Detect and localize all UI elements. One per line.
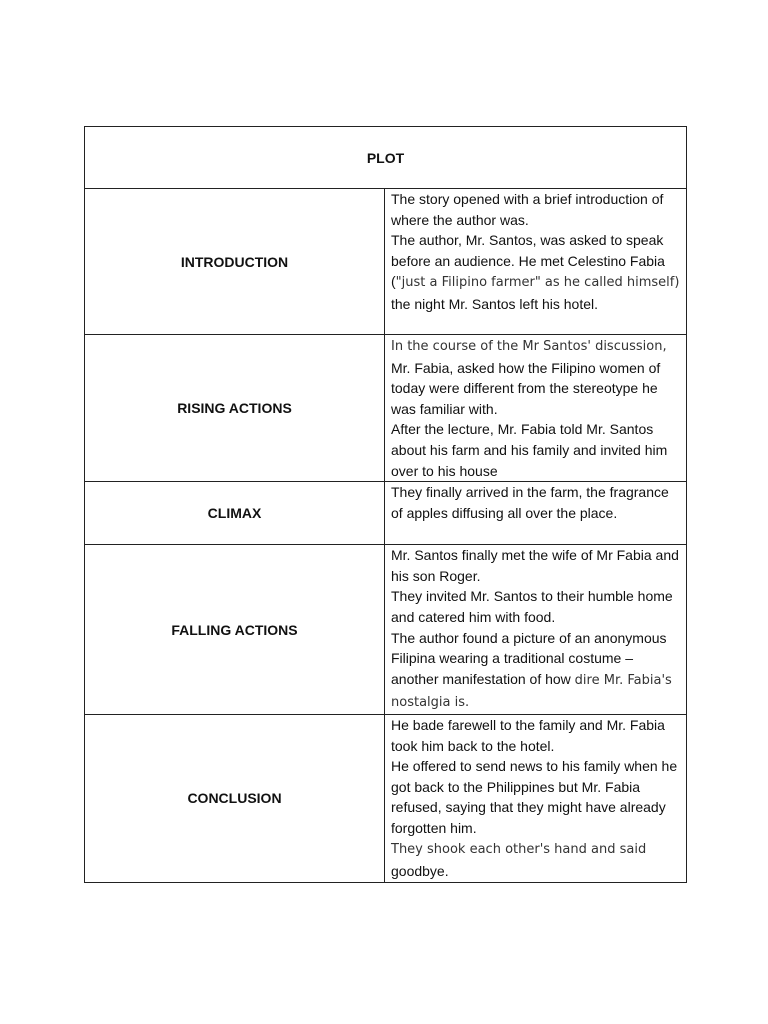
content-line: The author found a picture of an anonymous Filipina wearing a traditional costume – another manifestation of how dire Mr. Fabia's nostalgia is.: [391, 629, 672, 711]
row-label: FALLING ACTIONS: [85, 545, 385, 715]
header-row: [85, 127, 687, 189]
table-row: [85, 482, 687, 545]
table-row: [85, 335, 687, 482]
content-line: After the lecture, Mr. Fabia told Mr. Santos about his farm and his family and invited him over to his house: [391, 421, 668, 479]
content-line: They finally arrived in the farm, the fragrance of apples diffusing all over the place.: [391, 484, 669, 521]
row-content: [385, 189, 687, 335]
row-label: CLIMAX: [85, 482, 385, 545]
row-label: INTRODUCTION: [85, 189, 385, 335]
content-line: They shook each other's hand and said goodbye.: [391, 842, 647, 880]
row-content: [385, 335, 687, 482]
row-label: CONCLUSION: [85, 714, 385, 882]
content-line: Mr. Santos finally met the wife of Mr Fabia and his son Roger.: [391, 547, 679, 584]
table-row: [85, 189, 687, 335]
content-line: The author, Mr. Santos, was asked to speak before an audience. He met Celestino Fabia ("just a Filipino farmer" as he called himself) the night Mr. Santos left his hotel.: [391, 232, 680, 312]
row-content: [385, 482, 687, 545]
row-content: [385, 714, 687, 882]
content-line: He offered to send news to his family when he got back to the Philippines but Mr. Fabia refused, saying that they might have already forgotten him.: [391, 758, 678, 836]
row-content: [385, 545, 687, 715]
content-line: In the course of the Mr Santos' discussion, Mr. Fabia, asked how the Filipino women of today were different from the stereotype he was familiar with.: [391, 339, 667, 417]
content-line: He bade farewell to the family and Mr. Fabia took him back to the hotel.: [391, 716, 665, 754]
content-line: The story opened with a brief introduction of where the author was.: [391, 191, 664, 228]
table-header: PLOT: [85, 127, 687, 189]
plot-table: [84, 126, 687, 883]
table-row: [85, 714, 687, 882]
table-row: [85, 545, 687, 715]
content-line: They invited Mr. Santos to their humble home and catered him with food.: [391, 588, 673, 625]
row-label: RISING ACTIONS: [85, 335, 385, 482]
